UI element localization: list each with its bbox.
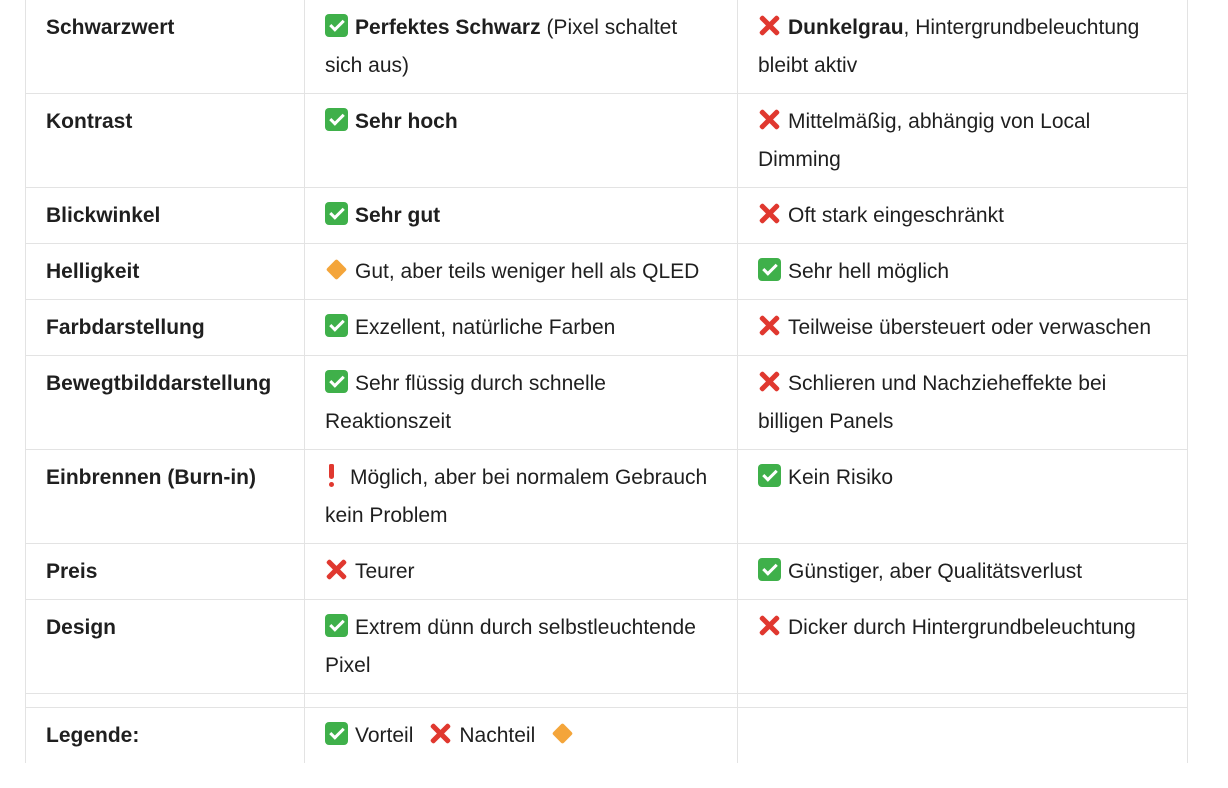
check-icon bbox=[325, 614, 348, 637]
row-label: Design bbox=[26, 600, 305, 694]
cross-icon bbox=[758, 614, 781, 637]
diamond-icon bbox=[325, 258, 348, 281]
oled-cell bbox=[305, 356, 738, 450]
spacer-cell bbox=[738, 694, 1188, 708]
check-icon bbox=[758, 258, 781, 281]
row-label: Preis bbox=[26, 544, 305, 600]
cell-emphasis: Sehr hoch bbox=[355, 110, 458, 133]
comparison-table bbox=[25, 0, 1188, 763]
check-icon bbox=[758, 558, 781, 581]
row-label: Bewegtbilddarstellung bbox=[26, 356, 305, 450]
lcd-cell bbox=[738, 94, 1188, 188]
oled-cell bbox=[305, 544, 738, 600]
spacer-cell bbox=[26, 694, 305, 708]
lcd-cell bbox=[738, 0, 1188, 94]
legend-row bbox=[26, 708, 1188, 764]
row-label: Helligkeit bbox=[26, 244, 305, 300]
cross-icon bbox=[758, 370, 781, 393]
cell-text: Oft stark eingeschränkt bbox=[788, 204, 1004, 227]
cell-text: Exzellent, natürliche Farben bbox=[355, 316, 616, 339]
oled-cell bbox=[305, 244, 738, 300]
cell-text: Mittelmäßig, abhängig von Local Dimming bbox=[758, 110, 1091, 171]
comparison-table-container bbox=[25, 0, 1187, 763]
cell-text: Teurer bbox=[355, 560, 415, 583]
legend-item-text: Vorteil bbox=[355, 724, 414, 747]
oled-cell bbox=[305, 94, 738, 188]
oled-cell bbox=[305, 0, 738, 94]
comparison-table-body bbox=[26, 0, 1188, 763]
row-label: Kontrast bbox=[26, 94, 305, 188]
lcd-cell bbox=[738, 544, 1188, 600]
table-row bbox=[26, 0, 1188, 94]
row-label: Einbrennen (Burn-in) bbox=[26, 450, 305, 544]
table-row bbox=[26, 356, 1188, 450]
exclamation-icon bbox=[325, 464, 337, 487]
check-icon bbox=[325, 370, 348, 393]
cross-icon bbox=[325, 558, 348, 581]
oled-cell bbox=[305, 188, 738, 244]
row-label: Farbdarstellung bbox=[26, 300, 305, 356]
check-icon bbox=[325, 722, 348, 745]
cell-text: Möglich, aber bei normalem Gebrauch kein Problem bbox=[325, 466, 708, 527]
check-icon bbox=[325, 14, 348, 37]
spacer-cell bbox=[305, 694, 738, 708]
cell-text: Kein Risiko bbox=[788, 466, 894, 489]
legend-empty-cell bbox=[738, 708, 1188, 764]
table-row bbox=[26, 300, 1188, 356]
check-icon bbox=[325, 202, 348, 225]
table-row bbox=[26, 544, 1188, 600]
row-label: Schwarzwert bbox=[26, 0, 305, 94]
legend-items bbox=[305, 708, 738, 764]
cell-text: Gut, aber teils weniger hell als QLED bbox=[355, 260, 700, 283]
check-icon bbox=[325, 314, 348, 337]
lcd-cell bbox=[738, 356, 1188, 450]
cross-icon bbox=[758, 314, 781, 337]
cross-icon bbox=[758, 14, 781, 37]
lcd-cell bbox=[738, 450, 1188, 544]
lcd-cell bbox=[738, 300, 1188, 356]
oled-cell bbox=[305, 300, 738, 356]
table-row bbox=[26, 244, 1188, 300]
diamond-icon bbox=[551, 722, 574, 745]
cross-icon bbox=[758, 202, 781, 225]
row-label: Blickwinkel bbox=[26, 188, 305, 244]
lcd-cell bbox=[738, 600, 1188, 694]
spacer-row bbox=[26, 694, 1188, 708]
table-row bbox=[26, 450, 1188, 544]
cell-text: Extrem dünn durch selbstleuchtende Pixel bbox=[325, 616, 696, 677]
cell-text: Teilweise übersteuert oder verwaschen bbox=[788, 316, 1152, 339]
cross-icon bbox=[758, 108, 781, 131]
legend-item-text: Nachteil bbox=[459, 724, 536, 747]
cross-icon bbox=[429, 722, 452, 745]
check-icon bbox=[325, 108, 348, 131]
oled-cell bbox=[305, 450, 738, 544]
cell-text: Sehr hell möglich bbox=[788, 260, 950, 283]
table-row bbox=[26, 94, 1188, 188]
cell-text: (Pixel schaltet sich aus) bbox=[325, 16, 678, 77]
lcd-cell bbox=[738, 244, 1188, 300]
cell-text: Günstiger, aber Qualitätsverlust bbox=[788, 560, 1083, 583]
cell-text: , Hintergrundbeleuchtung bleibt aktiv bbox=[758, 16, 1140, 77]
lcd-cell bbox=[738, 188, 1188, 244]
legend-label: Legende: bbox=[26, 708, 305, 764]
table-row bbox=[26, 600, 1188, 694]
cell-emphasis: Perfektes Schwarz bbox=[355, 16, 541, 39]
table-row bbox=[26, 188, 1188, 244]
oled-cell bbox=[305, 600, 738, 694]
cell-text: Sehr flüssig durch schnelle Reaktionszeit bbox=[325, 372, 606, 433]
cell-text: Dicker durch Hintergrundbeleuchtung bbox=[788, 616, 1136, 639]
cell-emphasis: Dunkelgrau bbox=[788, 16, 904, 39]
cell-text: Schlieren und Nachzieheffekte bei billigen Panels bbox=[758, 372, 1107, 433]
cell-emphasis: Sehr gut bbox=[355, 204, 441, 227]
check-icon bbox=[758, 464, 781, 487]
